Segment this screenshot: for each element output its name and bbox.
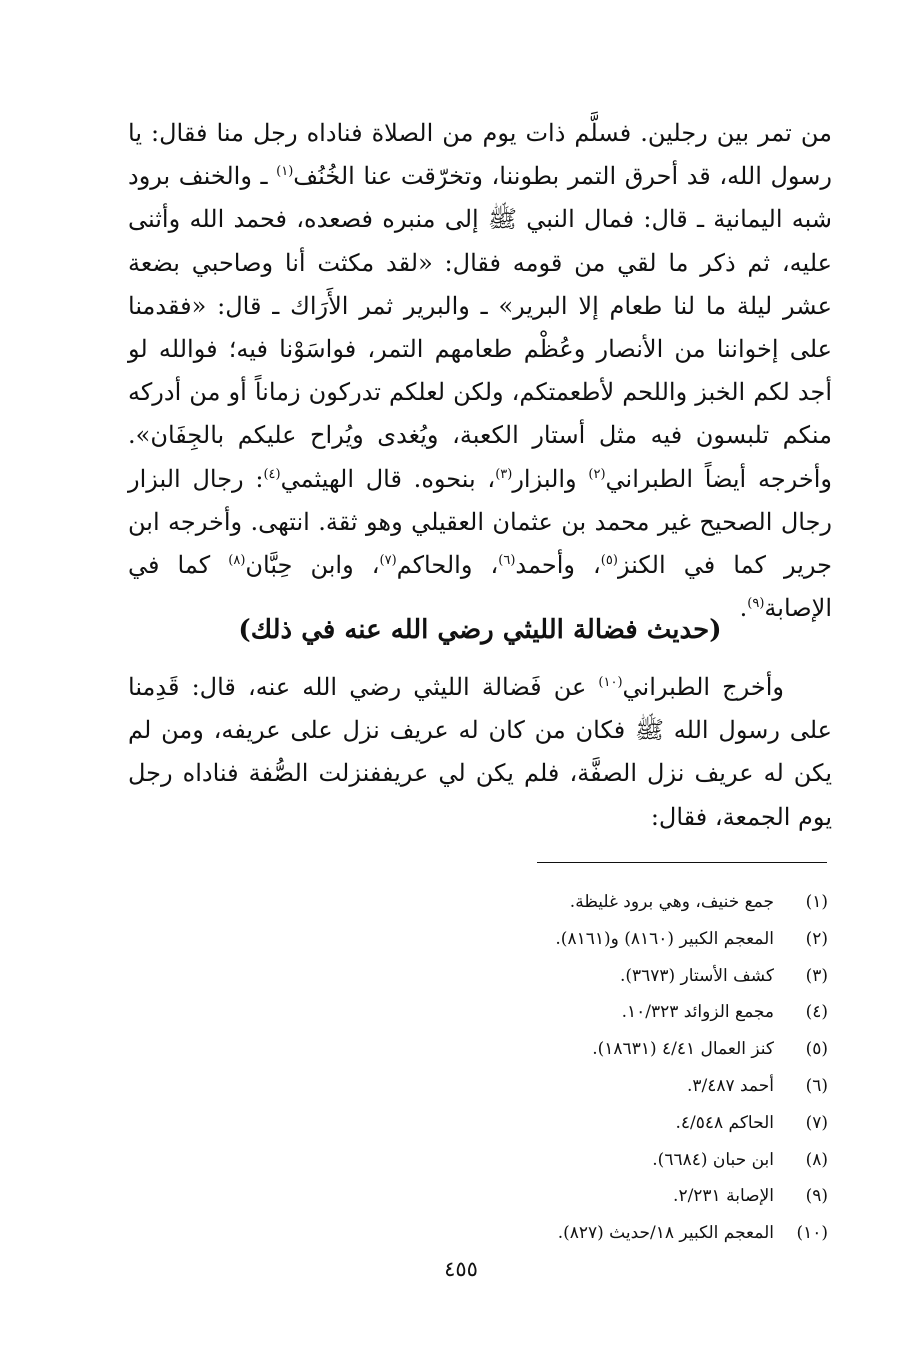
text-segment: ـ والخنف برود شبه اليمانية ـ قال: فمال النبي ﷺ إلى منبره فصعده، فحمد الله وأثنى عليه، ثم ذكر ما لقي من قومه فقال: «لقد مكثت أنا وصاحبي بضعة عشر ليلة ما لنا طعام إلا البرير» ـ والبرير ثمر الأَرَاك ـ قال: «فقدمنا على إخواننا من الأنصار وعُظْم طعامهم التمر، فواسَوْنا فيه؛ فوالله لو أجد لكم الخبز واللحم لأطعمتكم، ولكن لعلكم تدركون زماناً أو من أدركه منكم تلبسون فيه مثل أستار الكعبة، ويُغدى ويُراح عليكم بالجِفَان». وأخرجه أيضاً الطبراني	[128, 162, 832, 493]
footnote-item	[228, 1142, 828, 1179]
footnote-number: (٥)	[805, 1039, 828, 1060]
footnote-ref-10: (١٠)	[598, 675, 623, 690]
footnote-text: المعجم الكبير (٨١٦٠) و(٨١٦١).	[555, 928, 774, 949]
hadith-paragraph	[128, 112, 832, 630]
footnote-ref-7: (٧)	[379, 553, 397, 569]
footnote-ref-6: (٦)	[498, 553, 516, 569]
text-segment: والبزار	[512, 464, 589, 493]
footnote-separator	[537, 862, 827, 863]
footnote-item	[228, 1031, 828, 1068]
footnote-item	[228, 1215, 828, 1252]
footnote-text: المعجم الكبير ١٨/حديث (٨٢٧).	[557, 1223, 774, 1244]
footnote-number: (٧)	[805, 1112, 828, 1133]
footnote-number: (٩)	[805, 1186, 828, 1207]
footnote-item	[228, 1068, 828, 1105]
text-segment: ، والحاكم	[396, 551, 499, 580]
footnote-item	[228, 1178, 828, 1215]
text-segment: ، وابن حِبَّان	[245, 551, 380, 580]
text-segment: ، بنحوه. قال الهيثمي	[280, 464, 496, 493]
hadith-paragraph	[128, 666, 832, 839]
footnote-number: (٤)	[805, 1002, 828, 1023]
section-heading: (حديث فضالة الليثي رضي الله عنه في ذلك)	[238, 615, 722, 645]
footnote-text: أحمد ٣/٤٨٧.	[686, 1075, 774, 1096]
footnote-item	[228, 1105, 828, 1142]
footnote-item	[228, 921, 828, 958]
footnote-text: كشف الأستار (٣٦٧٣).	[619, 965, 774, 986]
footnote-number: (٦)	[805, 1075, 828, 1096]
text-segment: ، وأحمد	[515, 551, 601, 580]
page-number: ٤٥٥	[444, 1257, 478, 1281]
text-segment: كما في الإصابة	[128, 551, 832, 623]
footnote-number: (١)	[805, 892, 828, 912]
footnote-ref-9: (٩)	[747, 596, 765, 612]
second-text-block	[128, 666, 832, 839]
footnote-number: (١٠)	[796, 1223, 828, 1244]
text-segment: وأخرج الطبراني	[622, 673, 784, 701]
text-segment: : رجال البزار رجال الصحيح غير محمد بن عثمان العقيلي وهو ثقة. انتهى. وأخرجه ابن جرير كما في الكنز	[128, 464, 832, 580]
text-segment: عن فَضالة الليثي رضي الله عنه، قال: قَدِمنا على رسول الله ﷺ فكان من كان له عريف نزل على عريفه، ومن لم يكن له عريف نزل الصفَّة، فلم يكن لي عريففنزلت الصُّفة فناداه رجل يوم الجمعة، فقال:	[128, 673, 832, 831]
footnote-number: (٢)	[805, 928, 828, 949]
footnote-text: مجمع الزوائد ١٠/٣٢٣.	[621, 1002, 774, 1023]
footnote-ref-3: (٣)	[495, 466, 513, 482]
footnote-text: ابن حبان (٦٦٨٤).	[652, 1149, 774, 1170]
footnote-item	[228, 884, 828, 921]
footnote-ref-4: (٤)	[263, 466, 281, 482]
footnote-text: كنز العمال ٤/٤١ (١٨٦٣١).	[592, 1039, 774, 1060]
footnote-text: جمع خنيف، وهي برود غليظة.	[569, 892, 774, 912]
footnotes-list	[228, 884, 828, 1252]
footnote-ref-1: (١)	[276, 164, 294, 180]
footnote-item	[228, 958, 828, 995]
text-segment: .	[739, 594, 748, 623]
footnote-number: (٣)	[805, 965, 828, 986]
main-text-block	[128, 112, 832, 630]
footnote-item	[228, 994, 828, 1031]
text-segment: من تمر بين رجلين. فسلَّم ذات يوم من الصلاة فناداه رجل منا فقال: يا رسول الله، قد أحرق التمر بطوننا، وتخرّقت عنا الخُنُف	[128, 119, 832, 191]
footnote-ref-5: (٥)	[600, 553, 618, 569]
footnote-text: الإصابة ٢/٢٣١.	[673, 1186, 774, 1207]
footnote-number: (٨)	[805, 1149, 828, 1170]
footnote-ref-2: (٢)	[588, 466, 606, 482]
footnote-text: الحاكم ٤/٥٤٨.	[675, 1112, 774, 1133]
footnote-ref-8: (٨)	[228, 553, 246, 569]
